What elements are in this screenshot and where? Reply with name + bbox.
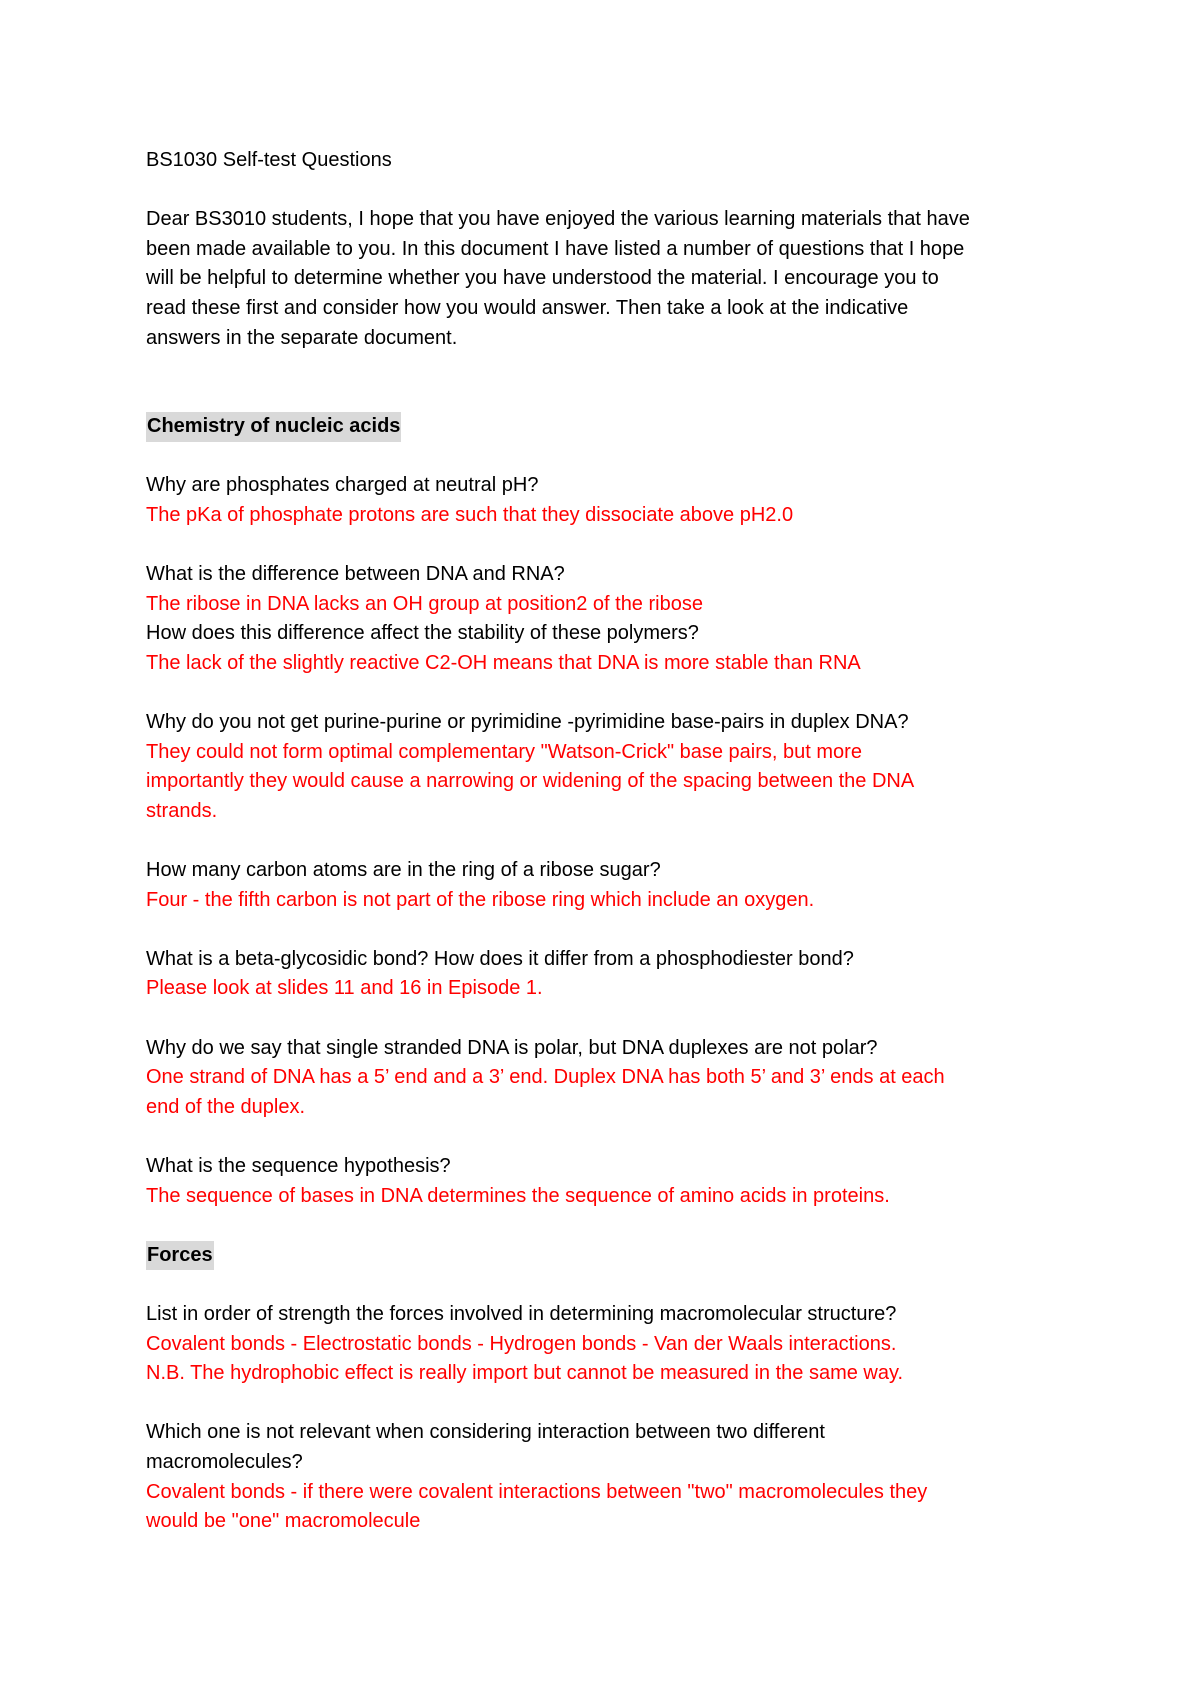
question-text: Why do you not get purine-purine or pyrimidine -pyrimidine base-pairs in duplex DNA? xyxy=(146,711,909,734)
answer-text: importantly they would cause a narrowing or widening of the spacing between the DNA xyxy=(146,770,915,793)
qa-item xyxy=(146,619,1076,678)
answer-text: The ribose in DNA lacks an OH group at position2 of the ribose xyxy=(146,592,703,615)
question-text: How many carbon atoms are in the ring of a ribose sugar? xyxy=(146,859,661,882)
question-text: List in order of strength the forces involved in determining macromolecular structure? xyxy=(146,1302,897,1325)
section-heading-label: Forces xyxy=(146,1241,214,1271)
answer-text: Please look at slides 11 and 16 in Episode 1. xyxy=(146,977,543,1000)
qa-item xyxy=(146,708,1076,826)
question-text: Which one is not relevant when considering interaction between two different xyxy=(146,1421,825,1444)
answer-text: end of the duplex. xyxy=(146,1095,306,1118)
intro-line: will be helpful to determine whether you have understood the material. I encourage you to xyxy=(146,267,939,290)
answer-text: would be "one" macromolecule xyxy=(146,1510,421,1533)
qa-item xyxy=(146,856,1076,915)
answer-text: Covalent bonds - Electrostatic bonds - Hydrogen bonds - Van der Waals interactions. xyxy=(146,1332,897,1355)
answer-text: One strand of DNA has a 5’ end and a 3’ end. Duplex DNA has both 5’ and 3’ ends at each xyxy=(146,1066,945,1089)
answer-text: The sequence of bases in DNA determines the sequence of amino acids in proteins. xyxy=(146,1184,890,1207)
answer-text: The pKa of phosphate protons are such that they dissociate above pH2.0 xyxy=(146,503,794,526)
question-text: What is the sequence hypothesis? xyxy=(146,1155,451,1177)
intro-line: Dear BS3010 students, I hope that you have enjoyed the various learning materials that have xyxy=(146,208,970,231)
answer-text: Covalent bonds - if there were covalent interactions between "two" macromolecules they xyxy=(146,1480,928,1503)
qa-item xyxy=(146,560,1076,619)
document-page xyxy=(146,146,1076,1537)
qa-item xyxy=(146,1300,1076,1389)
question-text: What is a beta-glycosidic bond? How does it differ from a phosphodiester bond? xyxy=(146,947,854,970)
intro-line: answers in the separate document. xyxy=(146,326,458,349)
question-text: macromolecules? xyxy=(146,1450,303,1473)
section-heading-label: Chemistry of nucleic acids xyxy=(146,412,401,442)
answer-text: Four - the fifth carbon is not part of the ribose ring which include an oxygen. xyxy=(146,888,815,911)
qa-item xyxy=(146,1418,1076,1536)
answer-text: N.B. The hydrophobic effect is really import but cannot be measured in the same way. xyxy=(146,1362,904,1385)
intro-line: read these first and consider how you would answer. Then take a look at the indicative xyxy=(146,296,909,319)
intro-line: been made available to you. In this document I have listed a number of questions that I hope xyxy=(146,237,965,260)
question-text: How does this difference affect the stability of these polymers? xyxy=(146,622,699,645)
answer-text: The lack of the slightly reactive C2-OH means that DNA is more stable than RNA xyxy=(146,651,861,674)
answer-text: strands. xyxy=(146,799,218,822)
qa-item xyxy=(146,1152,1076,1211)
section-heading xyxy=(146,1241,1076,1271)
question-text: Why do we say that single stranded DNA is polar, but DNA duplexes are not polar? xyxy=(146,1036,878,1059)
intro-paragraph xyxy=(146,205,1076,353)
section-heading xyxy=(146,412,1076,442)
question-text: Why are phosphates charged at neutral pH? xyxy=(146,474,539,497)
qa-item xyxy=(146,1034,1076,1123)
qa-item xyxy=(146,471,1076,530)
question-text: What is the difference between DNA and RNA? xyxy=(146,563,565,586)
document-title: BS1030 Self-test Questions xyxy=(146,149,392,171)
qa-item xyxy=(146,945,1076,1004)
answer-text: They could not form optimal complementary "Watson-Crick" base pairs, but more xyxy=(146,740,862,763)
